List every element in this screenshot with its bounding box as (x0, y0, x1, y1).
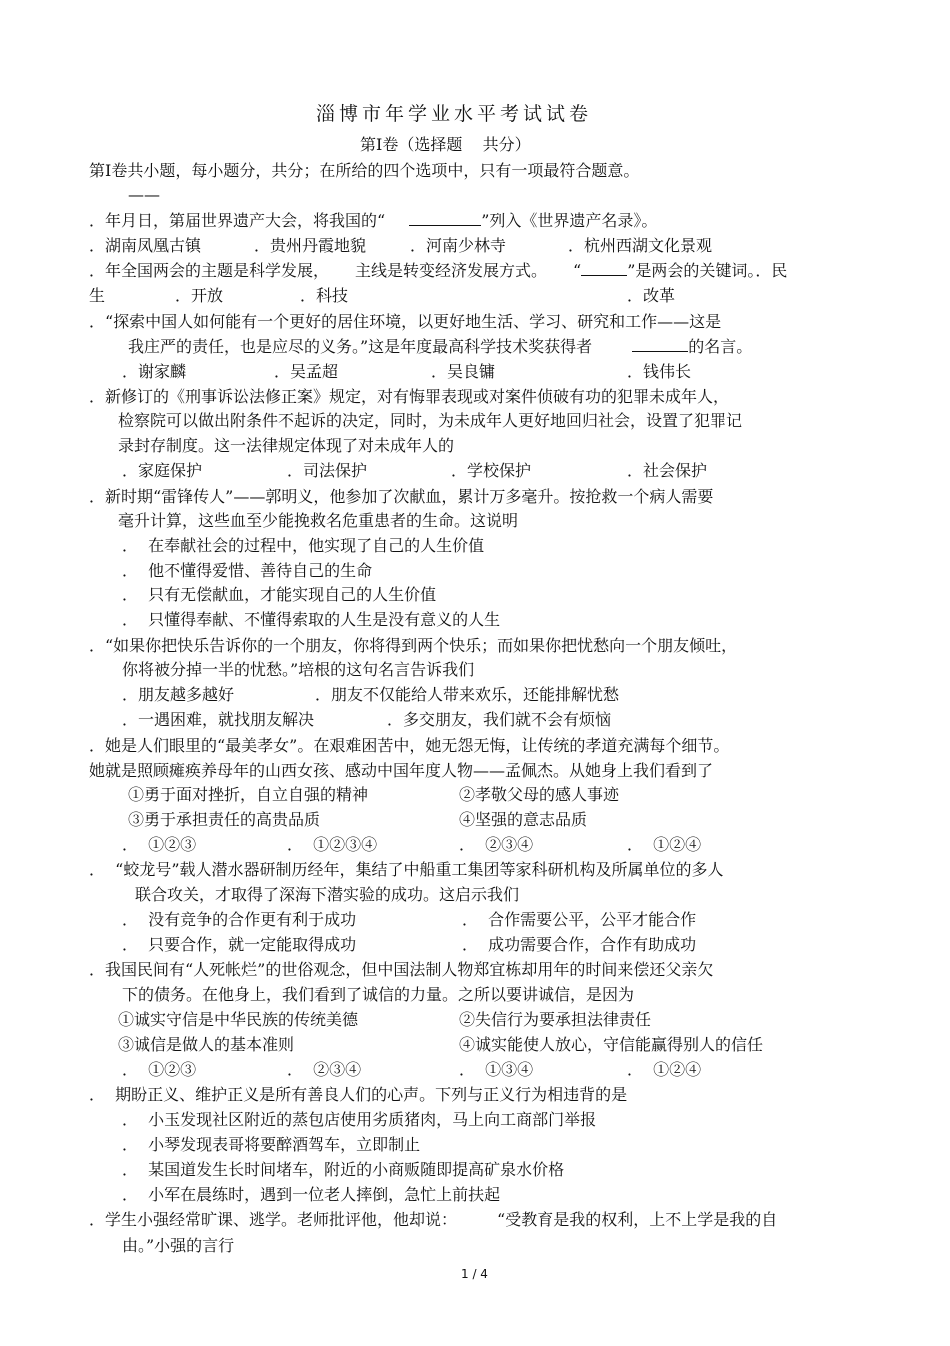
q3-option-b: ．吴孟超 (274, 362, 339, 381)
q10-line-1: ． 期盼正义、维护正义是所有善良人们的心声。下列与正义行为相违背的是 (89, 1085, 628, 1104)
q7-option-a: ． ①②③ (122, 835, 197, 854)
q3-line-2 (128, 337, 752, 357)
q9-line-1: ．我国民间有“人死帐烂”的世俗观念，但中国法制人物郑宜栋却用年的时间来偿还父亲欠 (89, 960, 714, 979)
q9-statement-2: ②失信行为要承担法律责任 (459, 1010, 652, 1029)
q9-option-b: ． ②③④ (287, 1060, 362, 1079)
q11-line-1b: “受教育是我的权利，上不上学是我的自 (497, 1210, 778, 1229)
q4-option-c: ．学校保护 (451, 461, 532, 480)
q10-option-a: ． 小玉发现社区附近的蒸包店使用劣质猪肉，马上向工商部门举报 (122, 1110, 597, 1129)
q5-option-c: ． 只有无偿献血，才能实现自己的人生价值 (122, 585, 437, 604)
q3-blank (632, 337, 688, 352)
q8-option-a: ． 没有竞争的合作更有利于成功 (122, 910, 357, 929)
q7-option-b: ． ①②③④ (287, 835, 378, 854)
q4-option-d: ．社会保护 (627, 461, 708, 480)
q2-option-a-cont: 生 (89, 286, 106, 305)
q5-line-2: 毫升计算，这些血至少能挽救名危重患者的生命。这说明 (118, 511, 519, 530)
q3-option-a: ．谢家麟 (122, 362, 187, 381)
q2-option-d: ．改革 (627, 286, 676, 305)
page-title: 淄博市年学业水平考试试卷 (316, 103, 593, 125)
q7-statement-3: ③勇于承担责任的高贵品质 (128, 810, 321, 829)
q1-option-d: ．杭州西湖文化景观 (568, 236, 713, 255)
q2-option-b: ．开放 (175, 286, 224, 305)
q2-stem-b: 主线是转变经济发展方式。 (355, 261, 548, 280)
q5-option-d: ． 只懂得奉献、不懂得索取的人生是没有意义的人生 (122, 610, 501, 629)
q7-statement-4: ④坚强的意志品质 (459, 810, 588, 829)
q3-line-1: ．“探索中国人如何能有一个更好的居住环境，以更好地生活、学习、研究和工作——这是 (89, 312, 722, 331)
q2-option-c: ．科技 (300, 286, 349, 305)
q9-option-c: ． ①③④ (459, 1060, 534, 1079)
q7-statement-1: ①勇于面对挫折，自立自强的精神 (128, 785, 369, 804)
q2-blank (581, 261, 627, 276)
q1-option-c: ．河南少林寺 (410, 236, 507, 255)
q2-stem-a: ．年全国两会的主题是科学发展， (89, 261, 330, 280)
q7-statement-2: ②孝敬父母的感人事迹 (459, 785, 620, 804)
q7-option-c: ． ②③④ (459, 835, 534, 854)
q8-option-b: ． 合作需要公平，公平才能合作 (462, 910, 697, 929)
q5-option-a: ． 在奉献社会的过程中，他实现了自己的人生价值 (122, 536, 485, 555)
q2-stem-d: ”是两会的关键词。．民 (627, 261, 788, 280)
q11-line-2: 由。”小强的言行 (122, 1236, 235, 1255)
q5-line-1: ．新时期“雷锋传人”——郭明义，他参加了次献血，累计万多毫升。按抢救一个病人需要 (89, 487, 714, 506)
q6-line-1: ．“如果你把快乐告诉你的一个朋友，你将得到两个快乐；而如果你把忧愁向一个朋友倾吐， (89, 636, 738, 655)
q1-stem-a: ．年月日，第届世界遗产大会，将我国的“ (89, 211, 386, 230)
q1-stem-b: ”列入《世界遗产名录》。 (481, 211, 658, 230)
q6-option-d: ．多交朋友，我们就不会有烦恼 (387, 710, 612, 729)
q9-option-d: ． ①②④ (627, 1060, 702, 1079)
q7-line-1: ．她是人们眼里的“最美孝女”。在艰难困苦中，她无怨无悔，让传统的孝道充满每个细节。 (89, 736, 730, 755)
q4-line-3: 录封存制度。这一法律规定体现了对未成年人的 (118, 436, 455, 455)
q8-line-2: 联合攻关，才取得了深海下潜实验的成功。这启示我们 (135, 885, 520, 904)
q4-option-a: ．家庭保护 (122, 461, 203, 480)
q1-stem (89, 211, 657, 231)
q9-statement-4: ④诚实能使人放心，守信能赢得别人的信任 (459, 1035, 764, 1054)
q10-option-c: ． 某国道发生长时间堵车，附近的小商贩随即提高矿泉水价格 (122, 1160, 565, 1179)
q11-line-1 (89, 1210, 777, 1230)
q9-statement-1: ①诚实守信是中华民族的传统美德 (118, 1010, 359, 1029)
q10-option-b: ． 小琴发现表哥将要醉酒驾车，立即制止 (122, 1135, 421, 1154)
dash-mark: —— (128, 185, 160, 204)
q3-line-2b: 的名言。 (688, 337, 753, 356)
q8-option-d: ． 成功需要合作，合作有助成功 (462, 935, 697, 954)
q9-statement-3: ③诚信是做人的基本准则 (118, 1035, 295, 1054)
q6-option-b: ．朋友不仅能给人带来欢乐，还能排解忧愁 (315, 685, 620, 704)
q1-option-a: ．湖南凤凰古镇 (89, 236, 202, 255)
q6-line-2: 你将被分掉一半的忧愁。”培根的这句名言告诉我们 (122, 660, 475, 679)
section-subtitle: 第Ⅰ卷（选择题 共分） (360, 135, 531, 154)
q2-stem (89, 261, 787, 281)
q7-option-d: ． ①②④ (627, 835, 702, 854)
q3-line-2a: 我庄严的责任，也是应尽的义务。”这是年度最高科学技术奖获得者 (128, 337, 593, 356)
instructions: 第Ⅰ卷共小题，每小题分，共分；在所给的四个选项中，只有一项最符合题意。 (89, 161, 640, 180)
q6-option-c: ．一遇困难，就找朋友解决 (122, 710, 315, 729)
q10-option-d: ． 小军在晨练时，遇到一位老人摔倒，急忙上前扶起 (122, 1185, 501, 1204)
q4-line-1: ．新修订的《刑事诉讼法修正案》规定，对有悔罪表现或对案件侦破有功的犯罪未成年人， (89, 387, 730, 406)
q3-option-d: ．钱伟长 (627, 362, 692, 381)
q3-option-c: ．吴良镛 (431, 362, 496, 381)
q5-option-b: ． 他不懂得爱惜、善待自己的生命 (122, 561, 373, 580)
q1-option-b: ．贵州丹霞地貌 (254, 236, 367, 255)
q6-option-a: ．朋友越多越好 (122, 685, 235, 704)
q2-stem-c: “ (573, 261, 582, 280)
q1-blank (409, 211, 481, 226)
q8-option-c: ． 只要合作，就一定能取得成功 (122, 935, 357, 954)
q4-line-2: 检察院可以做出附条件不起诉的决定，同时，为未成年人更好地回归社会，设置了犯罪记 (118, 411, 743, 430)
q4-option-b: ．司法保护 (287, 461, 368, 480)
page-number: 1 / 4 (461, 1267, 488, 1281)
q9-line-2: 下的债务。在他身上，我们看到了诚信的力量。之所以要讲诚信，是因为 (122, 985, 635, 1004)
q7-line-2: 她就是照顾瘫痪养母年的山西女孩、感动中国年度人物——孟佩杰。从她身上我们看到了 (89, 761, 714, 780)
q8-line-1: ． “蛟龙号”载人潜水器研制历经年，集结了中船重工集团等家科研机构及所属单位的多人 (89, 860, 724, 879)
q9-option-a: ． ①②③ (122, 1060, 197, 1079)
q11-line-1a: ．学生小强经常旷课、逃学。老师批评他，他却说： (89, 1210, 458, 1229)
